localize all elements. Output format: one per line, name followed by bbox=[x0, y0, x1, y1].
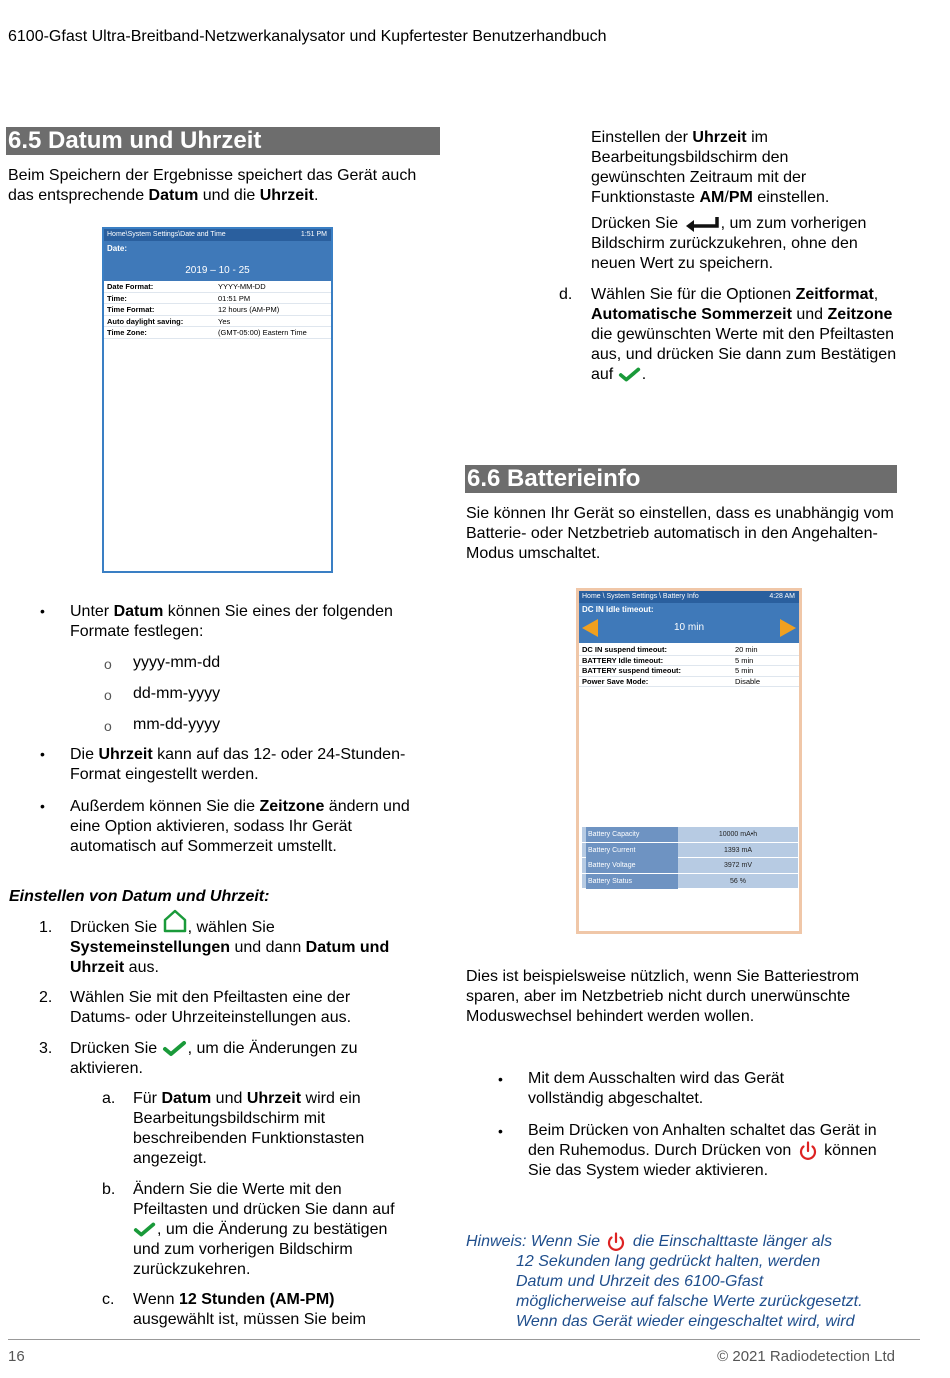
substep-d: Wählen Sie für die Optionen Zeitformat, Automatische Sommerzeit und Zeitzone die gewünschten Werte mit den Pfeiltasten aus, und drücken Sie dann zum Bestätigen auf . bbox=[591, 286, 897, 383]
bullet-icon: • bbox=[498, 1123, 503, 1139]
step-1: Drücken Sie , wählen Sie Systemeinstellungen und dann Datum und Uhrzeit aus. bbox=[70, 918, 430, 978]
check-icon bbox=[162, 1041, 188, 1057]
document-header: 6100-Gfast Ultra-Breitband-Netzwerkanalysator und Kupfertester Benutzerhandbuch bbox=[8, 28, 607, 45]
substep-a: Für Datum und Uhrzeit wird ein Bearbeitungsbildschirm mit beschreibenden Funktionstasten angezeigt. bbox=[133, 1090, 365, 1167]
battery-info-row: Battery Current 1393 mA bbox=[582, 843, 798, 859]
substep-c: Wenn 12 Stunden (AM-PM) ausgewählt ist, müssen Sie beim bbox=[133, 1291, 366, 1328]
format-option: mm-dd-yyyy bbox=[133, 716, 221, 733]
step-2: Wählen Sie mit den Pfeiltasten eine der Datums- oder Uhrzeiteinstellungen aus. bbox=[70, 989, 352, 1026]
bullet-date-formats: Unter Datum können Sie eines der folgenden Formate festlegen: bbox=[70, 603, 393, 640]
sub-bullet-icon: o bbox=[104, 718, 112, 734]
home-icon bbox=[162, 914, 188, 934]
bullet-suspend: Beim Drücken von Anhalten schaltet das Gerät in den Ruhemodus. Durch Drücken von können Sie das System wieder aktivieren. bbox=[528, 1122, 877, 1180]
settings-row: Time: 01:51 PM bbox=[104, 293, 331, 305]
bullet-icon: • bbox=[498, 1071, 503, 1087]
back-instruction: Drücken Sie , um zum vorherigen Bildschirm zurückzukehren, ohne den neuen Wert zu speichern. bbox=[591, 215, 867, 272]
check-icon bbox=[133, 1222, 157, 1238]
sub-bullet-icon: o bbox=[104, 687, 112, 703]
battery-info-row: Battery Capacity 10000 mA•h bbox=[582, 827, 798, 843]
procedure-heading: Einstellen von Datum und Uhrzeit: bbox=[9, 888, 270, 905]
screenshot-clock: 1:51 PM bbox=[300, 231, 327, 238]
bullet-time-format: Die Uhrzeit kann auf das 12- oder 24-Stunden-Format eingestellt werden. bbox=[70, 746, 406, 783]
battery-info-row: Battery Status 56 % bbox=[582, 874, 798, 890]
power-icon bbox=[604, 1232, 628, 1252]
warning-note-lines: 12 Sekunden lang gedrückt halten, werden Datum und Uhrzeit des 6100-Gfast möglicherweise auf falsche Werte zurückgesetzt. Wenn das Gerät wieder eingeschaltet wird, wird bbox=[516, 1253, 863, 1330]
format-option: dd-mm-yyyy bbox=[133, 685, 221, 702]
substep-c-continued: Einstellen der Uhrzeit im Bearbeitungsbildschirm den gewünschten Zeitraum mit der Funktionstaste AM/PM einstellen. bbox=[591, 129, 830, 206]
power-icon bbox=[796, 1141, 820, 1161]
sub-bullet-icon: o bbox=[104, 656, 112, 672]
settings-row: Time Format: 12 hours (AM-PM) bbox=[104, 304, 331, 316]
settings-row: Date Format: YYYY-MM-DD bbox=[104, 281, 331, 293]
step-number: 2. bbox=[39, 989, 53, 1006]
screenshot-breadcrumb: Home \ System Settings \ Battery Info 4:28 AM bbox=[579, 591, 799, 603]
date-time-screenshot bbox=[102, 227, 333, 573]
bullet-shutdown: Mit dem Ausschalten wird das Gerät vollständig abgeschaltet. bbox=[528, 1070, 785, 1107]
check-icon bbox=[618, 367, 642, 383]
date-field-value: 2019 – 10 - 25 bbox=[185, 265, 250, 276]
page-number: 16 bbox=[8, 1348, 25, 1365]
section-title-6-5: 6.5 Datum und Uhrzeit bbox=[6, 127, 440, 155]
settings-row: Auto daylight saving: Yes bbox=[104, 316, 331, 328]
screenshot-clock: 4:28 AM bbox=[769, 593, 795, 600]
screenshot-breadcrumb: Home\System Settings\Date and Time 1:51 PM bbox=[104, 229, 331, 241]
section-6-5-intro: Beim Speichern der Ergebnisse speichert das Gerät auch das entsprechende Datum und die Uhrzeit. bbox=[8, 167, 417, 204]
substep-letter: a. bbox=[102, 1090, 116, 1107]
settings-row: BATTERY Idle timeout: 5 min bbox=[579, 656, 799, 667]
arrow-right-icon bbox=[780, 619, 796, 637]
settings-row: Time Zone: (GMT-05:00) Eastern Time bbox=[104, 327, 331, 339]
bullet-icon: • bbox=[40, 798, 45, 814]
substep-b: Ändern Sie die Werte mit den Pfeiltasten und drücken Sie dann auf , um die Änderung zu bestätigen und zum vorherigen Bildschirm zurückzukehren. bbox=[133, 1181, 395, 1278]
settings-list bbox=[104, 281, 331, 339]
substep-letter: b. bbox=[102, 1181, 116, 1198]
date-field-label: Date: bbox=[107, 244, 128, 253]
timeout-field-value: 10 min bbox=[673, 622, 704, 633]
battery-info-screenshot bbox=[576, 588, 802, 934]
step-number: 3. bbox=[39, 1040, 53, 1057]
format-option: yyyy-mm-dd bbox=[133, 654, 221, 671]
bullet-icon: • bbox=[40, 603, 45, 619]
substep-letter: d. bbox=[559, 286, 573, 303]
battery-info-table bbox=[582, 827, 798, 889]
substep-letter: c. bbox=[102, 1291, 115, 1308]
timeout-field-panel bbox=[579, 603, 799, 643]
settings-row: BATTERY suspend timeout: 5 min bbox=[579, 666, 799, 677]
timeout-settings-list bbox=[579, 645, 799, 687]
warning-note: Hinweis: Wenn Sie die Einschalttaste länger als bbox=[466, 1233, 833, 1251]
section-6-6-intro: Sie können Ihr Gerät so einstellen, dass es unabhängig vom Batterie- oder Netzbetrieb automatisch in den Angehalten-Modus umschaltet. bbox=[466, 505, 894, 562]
bullet-icon: • bbox=[40, 746, 45, 762]
settings-row: DC IN suspend timeout: 20 min bbox=[579, 645, 799, 656]
footer-divider bbox=[8, 1339, 920, 1340]
back-arrow-icon bbox=[683, 215, 721, 233]
step-3: Drücken Sie , um die Änderungen zu aktivieren. bbox=[70, 1040, 358, 1077]
battery-info-row: Battery Voltage 3972 mV bbox=[582, 858, 798, 874]
timeout-field-label: DC IN Idle timeout: bbox=[582, 605, 654, 614]
settings-row: Power Save Mode: Disable bbox=[579, 677, 799, 688]
date-field-panel bbox=[104, 241, 331, 281]
bullet-time-zone: Außerdem können Sie die Zeitzone ändern und eine Option aktivieren, sodass Ihr Gerät automatisch auf Sommerzeit umstellt. bbox=[70, 798, 410, 855]
section-title-6-6: 6.6 Batterieinfo bbox=[465, 465, 897, 493]
copyright: © 2021 Radiodetection Ltd bbox=[717, 1348, 895, 1365]
step-number: 1. bbox=[39, 919, 53, 936]
battery-usage-note: Dies ist beispielsweise nützlich, wenn Sie Batteriestrom sparen, aber im Netzbetrieb nicht durch unerwünschte Moduswechsel behindert werden wollen. bbox=[466, 968, 860, 1025]
